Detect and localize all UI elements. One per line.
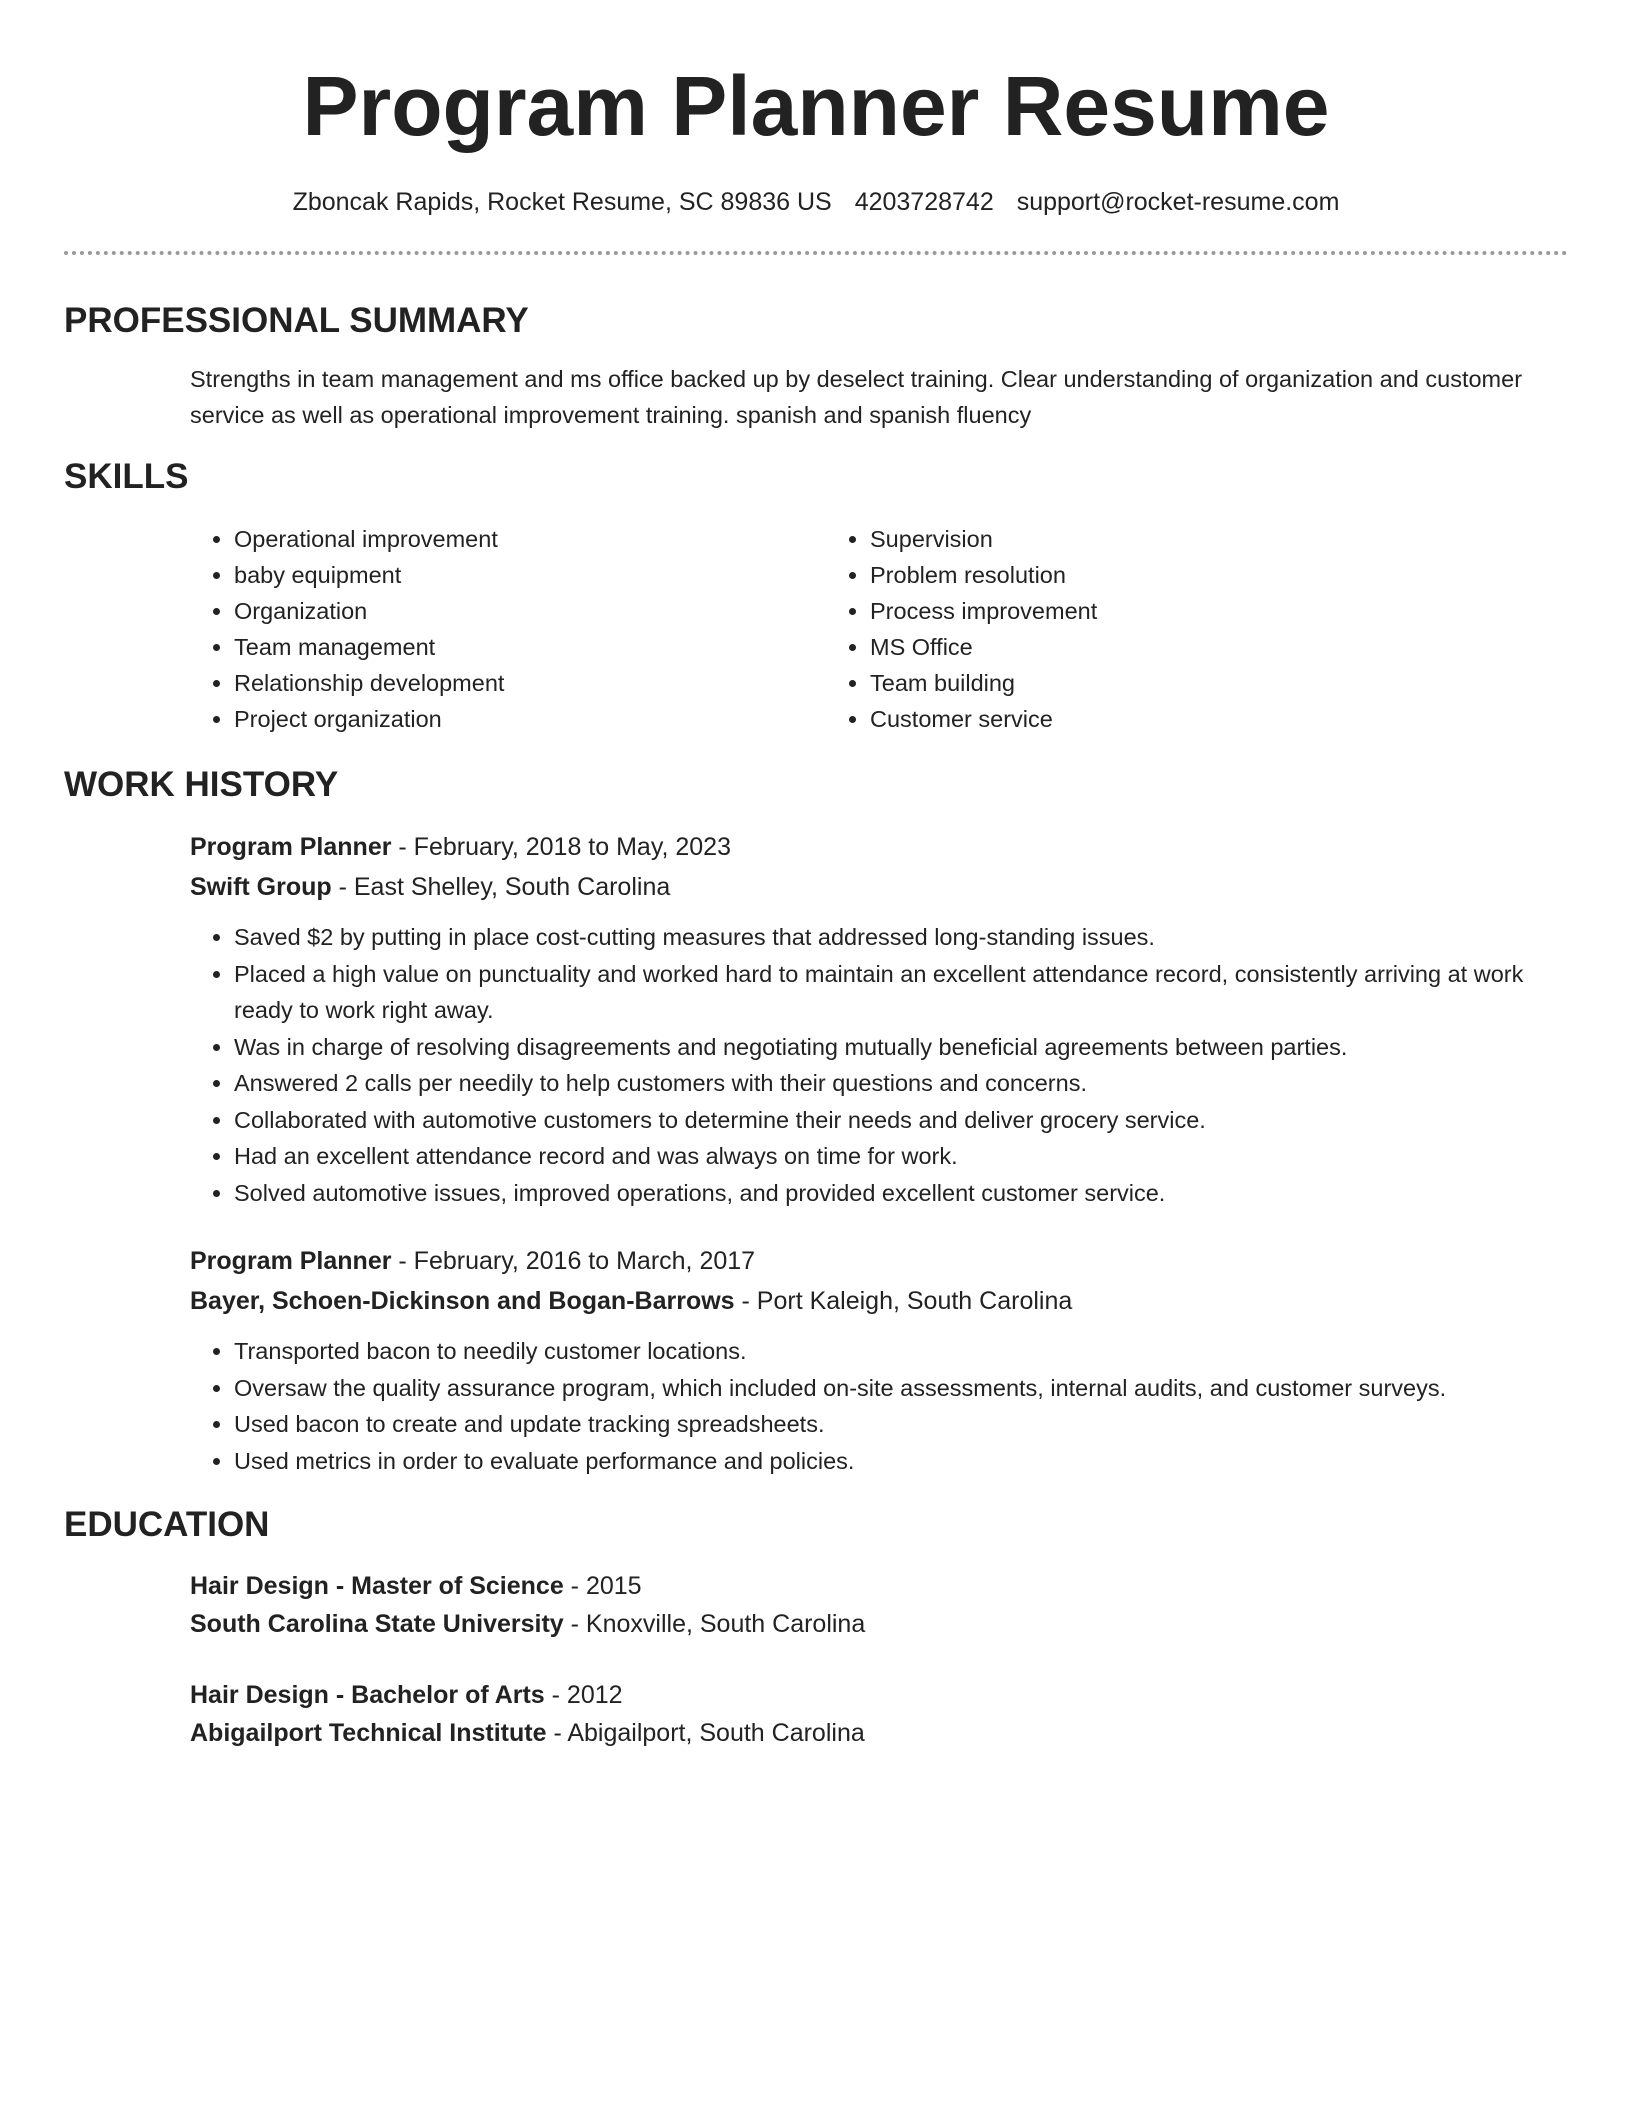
job-title-line [190, 827, 1568, 867]
job-title-line [190, 1241, 1568, 1281]
skill-item: • Customer service [870, 701, 1097, 737]
job-dates: - February, 2016 to March, 2017 [391, 1247, 756, 1275]
skill-item: • Team building [870, 665, 1097, 701]
education-entry [190, 1567, 1568, 1643]
job-entry [190, 1241, 1568, 1321]
job-bullet: • Saved $2 by putting in place cost-cutting measures that addressed long-standing issues. [234, 919, 1568, 956]
skill-item: • MS Office [870, 629, 1097, 665]
education-location: - Abigailport, South Carolina [546, 1719, 865, 1747]
contact-email: support@rocket-resume.com [1016, 188, 1340, 216]
skill-item: • Relationship development [234, 665, 826, 701]
job-bullet: • Transported bacon to needily customer locations. [234, 1333, 1568, 1370]
education-school-line [190, 1605, 1568, 1643]
skill-item: • baby equipment [234, 557, 826, 593]
contact-address: Zboncak Rapids, Rocket Resume, SC 89836 US [292, 188, 832, 216]
page-title: Program Planner Resume [302, 59, 1330, 153]
job-entry [190, 827, 1568, 907]
skill-item: • Team management [234, 629, 826, 665]
job-company: Swift Group [190, 873, 332, 901]
job-company-line [190, 867, 1568, 907]
job-location: - Port Kaleigh, South Carolina [734, 1287, 1073, 1315]
education-degree: Hair Design - Bachelor of Arts [190, 1681, 545, 1709]
section-title-skills: SKILLS [64, 457, 189, 496]
resume-page [64, 0, 1568, 1752]
section-title-summary: PROFESSIONAL SUMMARY [64, 301, 529, 340]
education-location: - Knoxville, South Carolina [563, 1610, 866, 1638]
skill-item: • Supervision [870, 521, 1097, 557]
education-degree: Hair Design - Master of Science [190, 1572, 564, 1600]
job-bullets [64, 919, 1568, 1211]
summary-text: Strengths in team management and ms office backed up by deselect training. Clear understanding of organization and customer service as well as operational improvement training. spanish and spanish fluency [190, 366, 1523, 428]
skill-item: • Problem resolution [870, 557, 1097, 593]
education-school: South Carolina State University [190, 1610, 564, 1638]
job-title: Program Planner [190, 1247, 392, 1275]
skills-list [64, 521, 1568, 737]
education-degree-line [190, 1567, 1568, 1605]
job-bullet: • Answered 2 calls per needily to help customers with their questions and concerns. [234, 1065, 1568, 1102]
education-school: Abigailport Technical Institute [190, 1719, 547, 1747]
job-dates: - February, 2018 to May, 2023 [391, 833, 731, 861]
skills-column-1 [190, 521, 826, 737]
job-bullet: • Used bacon to create and update tracking spreadsheets. [234, 1406, 1568, 1443]
job-bullet: • Was in charge of resolving disagreements and negotiating mutually beneficial agreements between parties. [234, 1029, 1568, 1066]
contact-line [64, 186, 1568, 218]
job-company: Bayer, Schoen-Dickinson and Bogan-Barrows [190, 1287, 735, 1315]
job-company-line [190, 1281, 1568, 1321]
education-year: - 2015 [563, 1572, 642, 1600]
job-bullet: • Had an excellent attendance record and was always on time for work. [234, 1138, 1568, 1175]
education-degree-line [190, 1676, 1568, 1714]
skill-item: • Project organization [234, 701, 826, 737]
skill-item: • Operational improvement [234, 521, 826, 557]
education-entry [190, 1676, 1568, 1752]
contact-phone: 4203728742 [854, 188, 994, 216]
job-bullet: • Used metrics in order to evaluate performance and policies. [234, 1443, 1568, 1480]
job-bullets [64, 1333, 1568, 1479]
skill-item: • Process improvement [870, 593, 1097, 629]
education-school-line [190, 1714, 1568, 1752]
skills-column-2 [826, 521, 1097, 737]
job-bullet: • Collaborated with automotive customers to determine their needs and deliver grocery service. [234, 1102, 1568, 1139]
job-bullet: • Solved automotive issues, improved operations, and provided excellent customer service. [234, 1175, 1568, 1212]
section-title-education: EDUCATION [64, 1505, 270, 1544]
education-year: - 2012 [544, 1681, 623, 1709]
section-title-work: WORK HISTORY [64, 765, 339, 804]
job-title: Program Planner [190, 833, 392, 861]
job-bullet: • Placed a high value on punctuality and worked hard to maintain an excellent attendance record, consistently arriving at work ready to work right away. [234, 956, 1568, 1029]
skill-item: • Organization [234, 593, 826, 629]
header-divider [64, 251, 1568, 255]
job-bullet: • Oversaw the quality assurance program, which included on-site assessments, internal audits, and customer surveys. [234, 1370, 1568, 1407]
job-location: - East Shelley, South Carolina [331, 873, 671, 901]
